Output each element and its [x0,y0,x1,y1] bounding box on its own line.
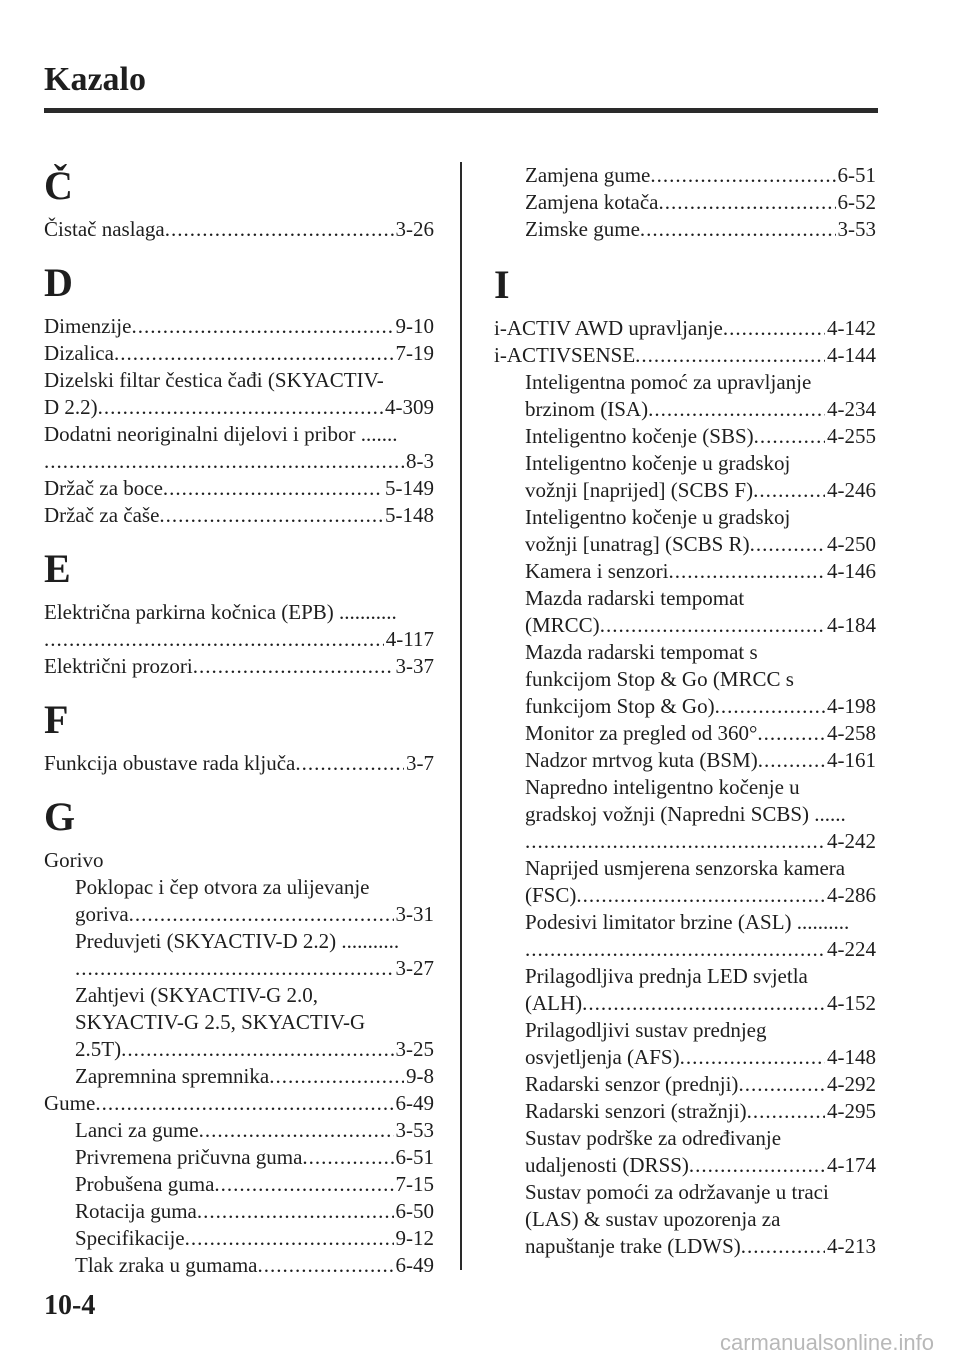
entry-page: 9-12 [395,1226,434,1250]
index-entry [44,750,434,777]
entry-page: 3-31 [395,902,434,926]
section-gap [44,529,434,543]
index-entry [44,847,434,874]
entry-page: 8-3 [406,449,434,473]
header-rule [44,108,878,113]
leader-dots [600,612,825,639]
index-subentry [494,1206,876,1233]
index-subentry [44,1036,434,1063]
entry-page: 6-52 [837,190,876,214]
entry-text: Radarski senzor (prednji) [525,1072,739,1096]
index-subentry [494,216,876,243]
entry-text: Privremena pričuvna guma [75,1145,303,1169]
leader-dots [576,882,825,909]
entry-text: Gume [44,1091,96,1115]
index-subentry [494,504,876,531]
entry-text: gradskoj vožnji (Napredni SCBS) ...... [525,802,846,826]
entry-text: (FSC) [525,883,577,907]
index-subentry [44,1225,434,1252]
index-subentry [494,189,876,216]
entry-text: Dimenzije [44,314,132,338]
index-entry [44,421,434,448]
entry-text: udaljenosti (DRSS) [525,1153,689,1177]
entry-text: Prilagodljiva prednja LED svjetla [525,964,808,988]
entry-page: 7-15 [395,1172,434,1196]
entry-text: osvjetljenja (AFS) [525,1045,680,1069]
index-entry [494,342,876,369]
entry-page: 4-258 [827,721,876,745]
index-subentry [44,1063,434,1090]
entry-text: Dizalica [44,341,114,365]
entry-page: 4-184 [827,613,876,637]
entry-text: Poklopac i čep otvora za ulijevanje [75,875,370,899]
index-subentry [44,1009,434,1036]
entry-page: 3-26 [395,217,434,241]
entry-text: (LAS) & sustav upozorenja za [525,1207,781,1231]
entry-text: Zimske gume [525,217,640,241]
entry-text: Funkcija obustave rada ključa [44,751,296,775]
entry-text: Specifikacije [75,1226,185,1250]
leader-dots [723,315,825,342]
leader-dots [525,936,825,963]
entry-text: SKYACTIV-G 2.5, SKYACTIV-G [75,1010,366,1034]
watermark-text: carmanualsonline.info [719,1330,934,1355]
index-subentry [494,1098,876,1125]
leader-dots [159,502,383,529]
index-subentry [494,612,876,639]
index-entry [44,599,434,626]
entry-page: 4-250 [827,532,876,556]
leader-dots [582,990,825,1017]
leader-dots [753,477,825,504]
index-subentry [494,477,876,504]
index-subentry [44,982,434,1009]
entry-page: 6-51 [395,1145,434,1169]
leader-dots [165,216,394,243]
entry-text: Mazda radarski tempomat s [525,640,758,664]
page-title: Kazalo [44,61,146,98]
leader-dots [114,340,394,367]
entry-text: napuštanje trake (LDWS) [525,1234,741,1258]
index-subentry [494,990,876,1017]
entry-text: Sustav pomoći za održavanje u traci [525,1180,829,1204]
section-letter: G [44,794,76,839]
leader-dots [680,1044,825,1071]
entry-text: Nadzor mrtvog kuta (BSM) [525,748,758,772]
index-entry [44,448,434,475]
entry-text: Tlak zraka u gumama [75,1253,258,1277]
leader-dots [95,1090,393,1117]
index-entry [44,367,434,394]
entry-page: 4-174 [827,1153,876,1177]
leader-dots [44,626,384,653]
entry-text: vožnji [unatrag] (SCBS R) [525,532,750,556]
entry-page: 4-117 [385,627,434,651]
entry-page: 4-242 [827,829,876,853]
index-subentry [494,801,876,828]
entry-text: Držač za čaše [44,503,160,527]
entry-text: Probušena guma [75,1172,215,1196]
leader-dots [659,189,836,216]
leader-dots [131,313,393,340]
entry-page: 3-37 [395,654,434,678]
leader-dots [650,162,835,189]
leader-dots [75,955,394,982]
entry-text: funkcijom Stop & Go) [525,694,715,718]
index-subentry [494,531,876,558]
index-subentry [494,963,876,990]
entry-page: 4-152 [827,991,876,1015]
index-subentry [44,1198,434,1225]
index-subentry [494,1152,876,1179]
entry-page: 4-224 [827,937,876,961]
index-subentry [494,423,876,450]
entry-text: Električni prozori [44,654,193,678]
column-divider [460,162,462,1270]
leader-dots [193,653,394,680]
entry-text: Inteligentna pomoć za upravljanje [525,370,812,394]
index-subentry [44,1144,434,1171]
index-subentry [494,639,876,666]
index-subentry [494,936,876,963]
index-entry [44,475,434,502]
entry-text: brzinom (ISA) [525,397,649,421]
index-subentry [494,162,876,189]
index-entry [44,340,434,367]
index-subentry [494,369,876,396]
leader-dots [163,475,383,502]
section-letter: E [44,546,71,591]
entry-page: 4-198 [827,694,876,718]
entry-text: (MRCC) [525,613,600,637]
leader-dots [635,342,825,369]
leader-dots [525,828,825,855]
entry-text: Dizelski filtar čestica čađi (SKYACTIV- [44,368,384,392]
entry-page: 4-234 [827,397,876,421]
entry-text: Zahtjevi (SKYACTIV-G 2.0, [75,983,319,1007]
leader-dots [185,1225,394,1252]
index-subentry [494,774,876,801]
entry-text: 2.5T) [75,1037,122,1061]
leader-dots [741,1233,825,1260]
entry-page: 4-142 [827,316,876,340]
index-subentry [494,1017,876,1044]
section-letter: Č [44,163,73,208]
index-subentry [494,558,876,585]
leader-dots [750,531,825,558]
leader-dots [258,1252,394,1279]
leader-dots [648,396,825,423]
index-subentry [44,928,434,955]
index-column-right [494,162,876,1260]
entry-text: Dodatni neoriginalni dijelovi i pribor ....... [44,422,398,446]
entry-text: Rotacija guma [75,1199,197,1223]
entry-page: 4-213 [827,1234,876,1258]
entry-page: 4-146 [827,559,876,583]
entry-page: 3-53 [837,217,876,241]
entry-text: funkcijom Stop & Go (MRCC s [525,667,794,691]
index-subentry [494,450,876,477]
index-entry [44,216,434,243]
entry-page: 6-50 [395,1199,434,1223]
leader-dots [197,1198,394,1225]
entry-page: 3-53 [395,1118,434,1142]
leader-dots [738,1071,825,1098]
entry-text: i-ACTIVSENSE [494,343,636,367]
index-column-left [44,160,434,1279]
leader-dots [668,558,825,585]
section-gap [494,243,876,259]
entry-page: 3-7 [406,751,434,775]
entry-text: Zapremnina spremnika [75,1064,270,1088]
index-entry [44,626,434,653]
entry-text: Podesivi limitator brzine (ASL) .......... [525,910,850,934]
index-entry [44,653,434,680]
entry-text: Električna parkirna kočnica (EPB) ........... [44,600,397,624]
entry-page: 9-10 [395,314,434,338]
index-subentry [494,1125,876,1152]
leader-dots [214,1171,393,1198]
entry-page: 4-161 [827,748,876,772]
leader-dots [121,1036,393,1063]
entry-text: Inteligentno kočenje u gradskoj [525,505,791,529]
entry-text: Naprijed usmjerena senzorska kamera [525,856,846,880]
entry-text: Preduvjeti (SKYACTIV-D 2.2) ........... [75,929,400,953]
index-entry [44,1090,434,1117]
leader-dots [757,720,825,747]
section-letter: F [44,697,69,742]
entry-text: D 2.2) [44,395,98,419]
entry-page: 4-292 [827,1072,876,1096]
entry-page: 4-286 [827,883,876,907]
entry-text: (ALH) [525,991,583,1015]
entry-page: 4-309 [385,395,434,419]
index-subentry [494,882,876,909]
entry-page: 5-148 [385,503,434,527]
entry-page: 4-246 [827,478,876,502]
entry-text: Čistač naslaga [44,217,165,241]
index-subentry [44,901,434,928]
index-entry [44,394,434,421]
entry-page: 5-149 [385,476,434,500]
entry-text: Lanci za gume [75,1118,199,1142]
index-entry [44,313,434,340]
entry-page: 3-25 [395,1037,434,1061]
index-subentry [44,1252,434,1279]
index-subentry [494,855,876,882]
entry-page: 4-144 [827,343,876,367]
leader-dots [295,750,404,777]
index-subentry [44,874,434,901]
entry-text: vožnji [naprijed] (SCBS F) [525,478,754,502]
entry-text: goriva [75,902,129,926]
entry-text: Inteligentno kočenje (SBS) [525,424,754,448]
entry-page: 7-19 [395,341,434,365]
entry-page: 4-295 [827,1099,876,1123]
index-subentry [44,1171,434,1198]
index-subentry [494,585,876,612]
index-entry [494,315,876,342]
entry-page: 4-255 [827,424,876,448]
index-subentry [494,720,876,747]
entry-text: Sustav podrške za određivanje [525,1126,782,1150]
entry-page: 6-49 [395,1091,434,1115]
section-gap [44,777,434,791]
section-gap [44,243,434,257]
leader-dots [754,423,825,450]
entry-text: Monitor za pregled od 360° [525,721,758,745]
entry-page: 4-148 [827,1045,876,1069]
index-subentry [494,396,876,423]
index-subentry [494,693,876,720]
entry-text: Inteligentno kočenje u gradskoj [525,451,791,475]
entry-text: Držač za boce [44,476,163,500]
index-subentry [494,1044,876,1071]
page-number: 10-4 [44,1290,96,1321]
entry-text: Kamera i senzori [525,559,669,583]
entry-page: 6-49 [395,1253,434,1277]
entry-text: Zamjena kotača [525,190,659,214]
leader-dots [640,216,836,243]
entry-text: i-ACTIV AWD upravljanje [494,316,723,340]
index-subentry [494,1071,876,1098]
index-subentry [44,1117,434,1144]
entry-text: Prilagodljivi sustav prednjeg [525,1018,767,1042]
section-letter: I [494,262,510,307]
index-subentry [494,1179,876,1206]
leader-dots [199,1117,394,1144]
entry-text: Napredno inteligentno kočenje u [525,775,800,799]
entry-page: 3-27 [395,956,434,980]
index-subentry [494,666,876,693]
entry-text: Mazda radarski tempomat [525,586,745,610]
entry-text: Radarski senzori (stražnji) [525,1099,747,1123]
leader-dots [44,448,404,475]
entry-text: Zamjena gume [525,163,651,187]
section-gap [44,680,434,694]
index-entry [44,502,434,529]
leader-dots [758,747,825,774]
index-subentry [494,828,876,855]
index-subentry [494,1233,876,1260]
section-letter: D [44,260,73,305]
index-subentry [494,909,876,936]
entry-text: Gorivo [44,848,104,872]
entry-page: 9-8 [406,1064,434,1088]
index-subentry [44,955,434,982]
leader-dots [98,394,383,421]
leader-dots [129,901,394,928]
index-subentry [494,747,876,774]
leader-dots [747,1098,825,1125]
leader-dots [715,693,825,720]
leader-dots [689,1152,825,1179]
leader-dots [302,1144,393,1171]
leader-dots [269,1063,404,1090]
entry-page: 6-51 [837,163,876,187]
